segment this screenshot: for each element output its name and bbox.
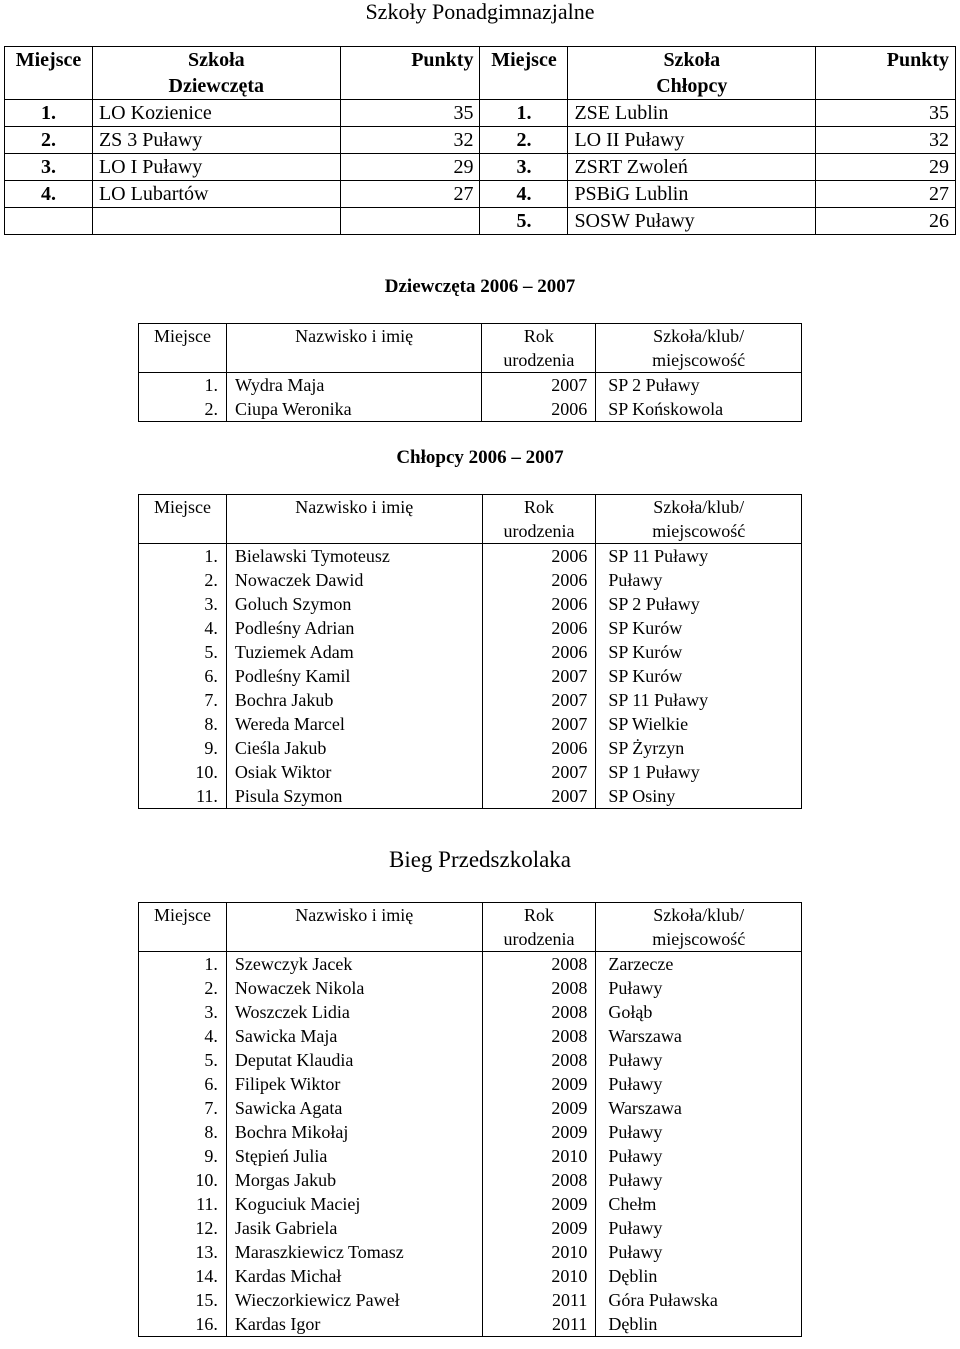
header-name: Nazwisko i imię bbox=[226, 324, 481, 373]
row-name: Wydra Maja bbox=[226, 373, 481, 398]
table-row bbox=[139, 1264, 802, 1288]
row-name: Bochra Mikołaj bbox=[226, 1120, 482, 1144]
row-club: SP 1 Puławy bbox=[596, 760, 802, 784]
header-place: Miejsce bbox=[139, 495, 227, 544]
table-row bbox=[139, 952, 802, 977]
girls-points: 29 bbox=[340, 154, 480, 181]
row-name: Szewczyk Jacek bbox=[226, 952, 482, 977]
header-club-line1: Szkoła/klub/ bbox=[653, 326, 745, 346]
header-place: Miejsce bbox=[139, 324, 227, 373]
row-club: SP Wielkie bbox=[596, 712, 802, 736]
row-name: Kardas Igor bbox=[226, 1312, 482, 1337]
table-row bbox=[139, 1120, 802, 1144]
boys-points: 26 bbox=[816, 208, 956, 235]
row-club: Puławy bbox=[596, 1216, 802, 1240]
table-row bbox=[139, 568, 802, 592]
row-club: Chełm bbox=[596, 1192, 802, 1216]
row-year: 2009 bbox=[482, 1192, 596, 1216]
schools-gender-row bbox=[5, 73, 956, 100]
table-header-row bbox=[139, 903, 802, 952]
row-year: 2009 bbox=[482, 1072, 596, 1096]
row-year: 2010 bbox=[482, 1264, 596, 1288]
preschool-section-title: Bieg Przedszkolaka bbox=[388, 847, 572, 872]
boys-place: 2. bbox=[480, 127, 568, 154]
row-club: SP 11 Puławy bbox=[596, 688, 802, 712]
row-place: 7. bbox=[139, 1096, 227, 1120]
boys-points: 32 bbox=[816, 127, 956, 154]
row-name: Podleśny Adrian bbox=[226, 616, 482, 640]
girls-school: ZS 3 Puławy bbox=[92, 127, 340, 154]
table-row bbox=[139, 640, 802, 664]
row-name: Osiak Wiktor bbox=[226, 760, 482, 784]
row-place: 3. bbox=[139, 1000, 227, 1024]
header-club-line2: miejscowość bbox=[652, 350, 746, 370]
row-club: SP 2 Puławy bbox=[596, 373, 802, 398]
row-name: Nowaczek Nikola bbox=[226, 976, 482, 1000]
row-year: 2008 bbox=[482, 1000, 596, 1024]
row-place: 5. bbox=[139, 640, 227, 664]
row-year: 2007 bbox=[482, 373, 596, 398]
page-title: Szkoły Ponadgimnazjalne bbox=[365, 0, 595, 24]
row-place: 1. bbox=[139, 952, 227, 977]
boys-place: 5. bbox=[480, 208, 568, 235]
row-name: Koguciuk Maciej bbox=[226, 1192, 482, 1216]
table-row bbox=[5, 181, 956, 208]
row-name: Bochra Jakub bbox=[226, 688, 482, 712]
table-row bbox=[139, 688, 802, 712]
header-club-line2: miejscowość bbox=[652, 929, 746, 949]
row-place: 13. bbox=[139, 1240, 227, 1264]
header-name: Nazwisko i imię bbox=[226, 903, 482, 952]
row-year: 2007 bbox=[482, 784, 596, 809]
boys-results-table bbox=[138, 494, 802, 809]
girls-section-title: Dziewczęta 2006 – 2007 bbox=[384, 276, 576, 297]
row-name: Cieśla Jakub bbox=[226, 736, 482, 760]
girls-label: Dziewczęta bbox=[92, 73, 340, 100]
girls-school: LO I Puławy bbox=[92, 154, 340, 181]
row-club: Warszawa bbox=[596, 1024, 802, 1048]
row-club: Puławy bbox=[596, 1240, 802, 1264]
row-name: Maraszkiewicz Tomasz bbox=[226, 1240, 482, 1264]
girls-points: 32 bbox=[340, 127, 480, 154]
header-club-line1: Szkoła/klub/ bbox=[653, 905, 745, 925]
header-year bbox=[482, 324, 596, 373]
row-place: 1. bbox=[139, 373, 227, 398]
row-year: 2007 bbox=[482, 712, 596, 736]
row-place: 3. bbox=[139, 592, 227, 616]
schools-header-row bbox=[5, 47, 956, 74]
row-club: SP Kurów bbox=[596, 616, 802, 640]
row-year: 2011 bbox=[482, 1312, 596, 1337]
row-name: Wieczorkiewicz Paweł bbox=[226, 1288, 482, 1312]
table-row bbox=[139, 373, 802, 398]
table-row bbox=[139, 1168, 802, 1192]
row-club: Puławy bbox=[596, 1168, 802, 1192]
table-row bbox=[139, 1144, 802, 1168]
row-year: 2006 bbox=[482, 592, 596, 616]
row-place: 8. bbox=[139, 712, 227, 736]
header-year-line2: urodzenia bbox=[503, 521, 575, 541]
row-place: 6. bbox=[139, 664, 227, 688]
boys-place: 3. bbox=[480, 154, 568, 181]
row-year: 2011 bbox=[482, 1288, 596, 1312]
header-year-line1: Rok bbox=[523, 326, 554, 346]
row-name: Nowaczek Dawid bbox=[226, 568, 482, 592]
row-year: 2008 bbox=[482, 1024, 596, 1048]
girls-place: 1. bbox=[5, 100, 93, 127]
row-club: SP Końskowola bbox=[596, 397, 802, 422]
boys-school: ZSE Lublin bbox=[568, 100, 816, 127]
table-row bbox=[139, 1072, 802, 1096]
header-club-line2: miejscowość bbox=[652, 521, 746, 541]
girls-place: 2. bbox=[5, 127, 93, 154]
row-club: Puławy bbox=[596, 1144, 802, 1168]
row-name: Jasik Gabriela bbox=[226, 1216, 482, 1240]
header-points-girls: Punkty bbox=[340, 47, 480, 74]
table-header-row bbox=[139, 324, 802, 373]
row-year: 2008 bbox=[482, 976, 596, 1000]
preschool-results-table bbox=[138, 902, 802, 1337]
row-year: 2006 bbox=[482, 568, 596, 592]
row-club: Puławy bbox=[596, 1048, 802, 1072]
header-school-girls: Szkoła bbox=[92, 47, 340, 74]
boys-label: Chłopcy bbox=[568, 73, 816, 100]
boys-school: SOSW Puławy bbox=[568, 208, 816, 235]
row-club: SP Kurów bbox=[596, 640, 802, 664]
header-club bbox=[596, 903, 802, 952]
row-year: 2008 bbox=[482, 1048, 596, 1072]
row-place: 4. bbox=[139, 616, 227, 640]
row-name: Stępień Julia bbox=[226, 1144, 482, 1168]
girls-place: 3. bbox=[5, 154, 93, 181]
header-club-line1: Szkoła/klub/ bbox=[653, 497, 745, 517]
row-year: 2008 bbox=[482, 1168, 596, 1192]
header-year-line2: urodzenia bbox=[503, 350, 575, 370]
row-year: 2008 bbox=[482, 952, 596, 977]
girls-points: 27 bbox=[340, 181, 480, 208]
table-row bbox=[139, 616, 802, 640]
row-name: Kardas Michał bbox=[226, 1264, 482, 1288]
girls-points: 35 bbox=[340, 100, 480, 127]
row-name: Goluch Szymon bbox=[226, 592, 482, 616]
header-place: Miejsce bbox=[139, 903, 227, 952]
row-place: 14. bbox=[139, 1264, 227, 1288]
row-place: 11. bbox=[139, 1192, 227, 1216]
table-row bbox=[139, 976, 802, 1000]
boys-points: 29 bbox=[816, 154, 956, 181]
header-year bbox=[482, 495, 596, 544]
row-name: Podleśny Kamil bbox=[226, 664, 482, 688]
row-club: Puławy bbox=[596, 568, 802, 592]
row-place: 10. bbox=[139, 760, 227, 784]
row-name: Sawicka Agata bbox=[226, 1096, 482, 1120]
row-year: 2006 bbox=[482, 397, 596, 422]
table-row bbox=[5, 154, 956, 181]
header-year-line2: urodzenia bbox=[503, 929, 575, 949]
row-year: 2006 bbox=[482, 544, 596, 569]
row-place: 9. bbox=[139, 736, 227, 760]
row-year: 2007 bbox=[482, 688, 596, 712]
row-club: SP 11 Puławy bbox=[596, 544, 802, 569]
boys-school: ZSRT Zwoleń bbox=[568, 154, 816, 181]
header-place-girls: Miejsce bbox=[5, 47, 93, 74]
row-club: Warszawa bbox=[596, 1096, 802, 1120]
row-place: 2. bbox=[139, 976, 227, 1000]
row-place: 1. bbox=[139, 544, 227, 569]
table-row bbox=[139, 397, 802, 422]
table-row bbox=[5, 100, 956, 127]
boys-section-title: Chłopcy 2006 – 2007 bbox=[396, 447, 564, 468]
row-name: Filipek Wiktor bbox=[226, 1072, 482, 1096]
header-year bbox=[482, 903, 596, 952]
girls-school: LO Lubartów bbox=[92, 181, 340, 208]
row-name: Ciupa Weronika bbox=[226, 397, 481, 422]
row-club: SP Kurów bbox=[596, 664, 802, 688]
row-place: 2. bbox=[139, 397, 227, 422]
header-points-boys: Punkty bbox=[816, 47, 956, 74]
header-place-boys: Miejsce bbox=[480, 47, 568, 74]
row-place: 5. bbox=[139, 1048, 227, 1072]
girls-place: 4. bbox=[5, 181, 93, 208]
schools-table bbox=[4, 46, 956, 235]
boys-place: 4. bbox=[480, 181, 568, 208]
row-year: 2009 bbox=[482, 1096, 596, 1120]
row-club: Góra Puławska bbox=[596, 1288, 802, 1312]
row-place: 6. bbox=[139, 1072, 227, 1096]
table-row bbox=[139, 1192, 802, 1216]
boys-school: LO II Puławy bbox=[568, 127, 816, 154]
table-row bbox=[139, 1288, 802, 1312]
header-club bbox=[596, 324, 802, 373]
header-name: Nazwisko i imię bbox=[226, 495, 482, 544]
row-place: 9. bbox=[139, 1144, 227, 1168]
boys-points: 27 bbox=[816, 181, 956, 208]
row-place: 4. bbox=[139, 1024, 227, 1048]
table-row bbox=[139, 1048, 802, 1072]
row-place: 7. bbox=[139, 688, 227, 712]
table-row bbox=[139, 712, 802, 736]
row-name: Sawicka Maja bbox=[226, 1024, 482, 1048]
header-year-line1: Rok bbox=[523, 905, 554, 925]
row-name: Pisula Szymon bbox=[226, 784, 482, 809]
header-year-line1: Rok bbox=[523, 497, 554, 517]
boys-place: 1. bbox=[480, 100, 568, 127]
girls-school: LO Kozienice bbox=[92, 100, 340, 127]
row-name: Tuziemek Adam bbox=[226, 640, 482, 664]
row-name: Bielawski Tymoteusz bbox=[226, 544, 482, 569]
row-place: 2. bbox=[139, 568, 227, 592]
row-name: Wereda Marcel bbox=[226, 712, 482, 736]
row-club: SP Osiny bbox=[596, 784, 802, 809]
row-place: 8. bbox=[139, 1120, 227, 1144]
table-row bbox=[139, 1216, 802, 1240]
row-name: Morgas Jakub bbox=[226, 1168, 482, 1192]
row-club: Gołąb bbox=[596, 1000, 802, 1024]
table-row bbox=[139, 664, 802, 688]
row-year: 2010 bbox=[482, 1144, 596, 1168]
table-row bbox=[139, 1312, 802, 1337]
row-place: 10. bbox=[139, 1168, 227, 1192]
table-header-row bbox=[139, 495, 802, 544]
row-year: 2009 bbox=[482, 1216, 596, 1240]
row-club: Puławy bbox=[596, 976, 802, 1000]
table-row bbox=[139, 1240, 802, 1264]
table-row bbox=[139, 784, 802, 809]
table-row bbox=[139, 1096, 802, 1120]
table-row bbox=[139, 1024, 802, 1048]
row-club: Dęblin bbox=[596, 1312, 802, 1337]
table-row bbox=[139, 736, 802, 760]
header-club bbox=[596, 495, 802, 544]
girls-place bbox=[5, 208, 93, 235]
table-row bbox=[5, 127, 956, 154]
row-place: 11. bbox=[139, 784, 227, 809]
row-place: 15. bbox=[139, 1288, 227, 1312]
row-year: 2006 bbox=[482, 640, 596, 664]
row-place: 12. bbox=[139, 1216, 227, 1240]
row-club: Puławy bbox=[596, 1120, 802, 1144]
row-year: 2010 bbox=[482, 1240, 596, 1264]
row-name: Deputat Klaudia bbox=[226, 1048, 482, 1072]
girls-results-table bbox=[138, 323, 802, 422]
girls-points bbox=[340, 208, 480, 235]
row-year: 2006 bbox=[482, 736, 596, 760]
boys-points: 35 bbox=[816, 100, 956, 127]
row-club: Puławy bbox=[596, 1072, 802, 1096]
row-club: SP Żyrzyn bbox=[596, 736, 802, 760]
table-row bbox=[5, 208, 956, 235]
table-row bbox=[139, 592, 802, 616]
row-year: 2007 bbox=[482, 664, 596, 688]
table-row bbox=[139, 760, 802, 784]
boys-school: PSBiG Lublin bbox=[568, 181, 816, 208]
table-row bbox=[139, 544, 802, 569]
row-year: 2006 bbox=[482, 616, 596, 640]
row-year: 2009 bbox=[482, 1120, 596, 1144]
row-club: SP 2 Puławy bbox=[596, 592, 802, 616]
table-row bbox=[139, 1000, 802, 1024]
girls-school bbox=[92, 208, 340, 235]
row-name: Woszczek Lidia bbox=[226, 1000, 482, 1024]
row-place: 16. bbox=[139, 1312, 227, 1337]
header-school-boys: Szkoła bbox=[568, 47, 816, 74]
row-club: Zarzecze bbox=[596, 952, 802, 977]
row-club: Dęblin bbox=[596, 1264, 802, 1288]
row-year: 2007 bbox=[482, 760, 596, 784]
